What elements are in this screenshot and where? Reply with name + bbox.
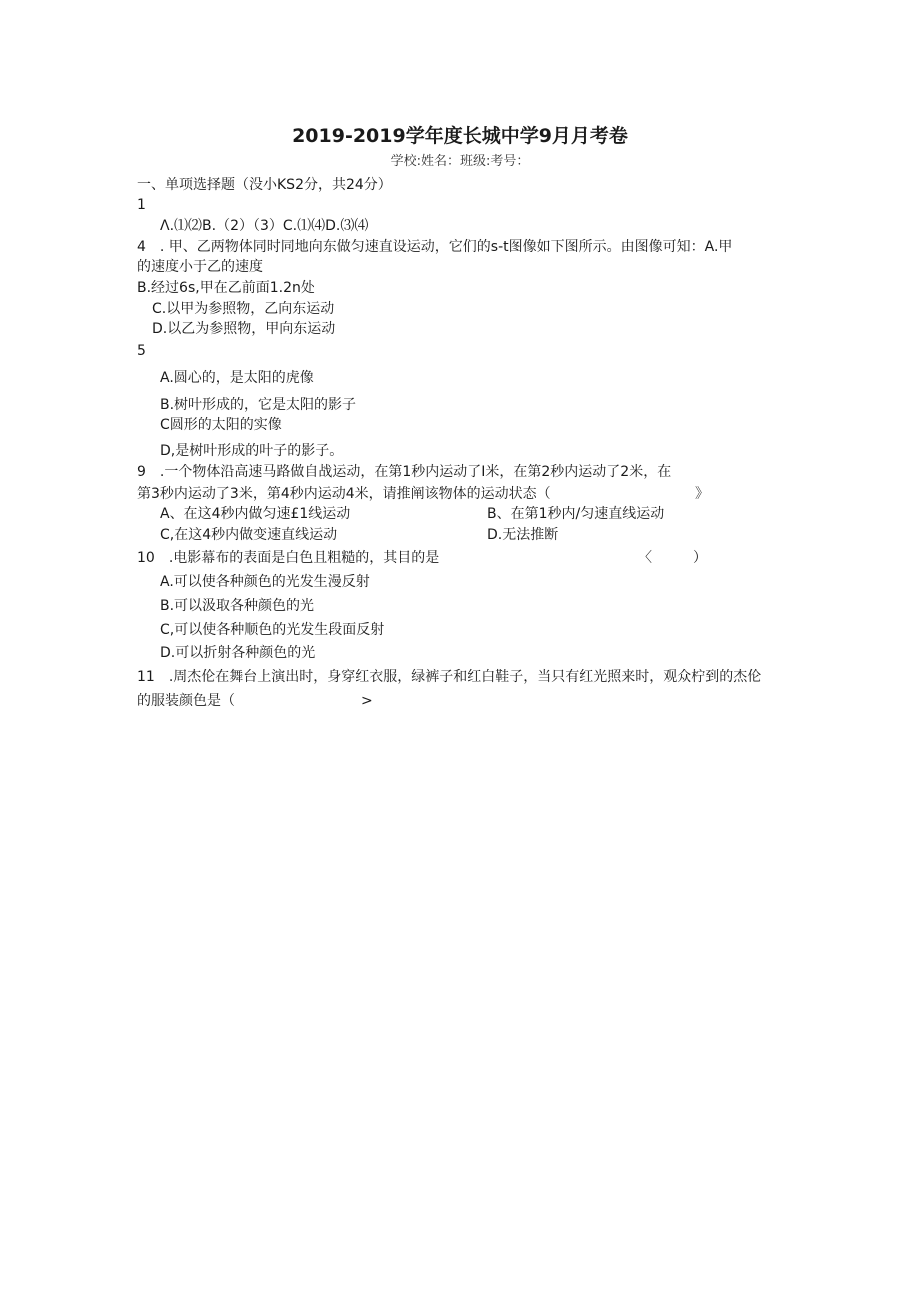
exam-title: 2019-2019学年度长城中学9月月考卷 — [292, 125, 628, 147]
q4-stem: 4 . 甲、乙两物体同时同地向东做匀速直设运动，它们的s-t图像如下图所示。由图像可知：A.甲 — [137, 239, 733, 255]
q10-option-d: D.可以折射各种颜色的光 — [160, 645, 316, 661]
q4-option-b: B.经过6s,甲在乙前面1.2n处 — [137, 280, 315, 296]
q4-stem-cont: 的速度小于乙的速度 — [137, 259, 263, 275]
q5-option-a: A.圆心的，是太阳的虎像 — [160, 370, 314, 386]
q9-answer-paren-close: 》 — [695, 486, 709, 502]
q11-stem: 11 .周杰伦在舞台上演出时，身穿红衣服，绿裤子和红白鞋子，当只有红光照来时，观众柠到的杰伦 — [137, 669, 762, 685]
q10-answer-paren-open: 〈 — [638, 550, 652, 566]
q11-stem-cont: 的服装颜色是（ — [137, 693, 235, 709]
q1-number: 1 — [137, 197, 146, 213]
student-info-line: 学校:姓名：班级:考号： — [390, 154, 530, 169]
q10-option-c: C,可以使各种顺色的光发生段面反射 — [160, 622, 385, 638]
q9-option-d: D.无法推断 — [487, 527, 559, 543]
q1-options: Λ.⑴⑵B.（2）（3）C.⑴⑷D.⑶⑷ — [160, 218, 369, 234]
q5-option-d: D,是树叶形成的叶子的影子。 — [160, 443, 344, 459]
q9-stem-cont: 第3秒内运动了3米，第4秒内运动4米，请推阐该物体的运动状态（ — [137, 486, 551, 502]
q9-stem: 9 .一个物体沿高速马路做自战运动，在第1秒内运动了I米，在第2秒内运动了2米，在 — [137, 464, 672, 480]
q5-number: 5 — [137, 343, 146, 359]
q4-option-c: C.以甲为参照物，乙向东运动 — [152, 301, 335, 317]
q4-option-d: D.以乙为参照物，甲向东运动 — [152, 321, 336, 337]
q10-option-b: B.可以汲取各种颜色的光 — [160, 598, 315, 614]
q10-answer-paren-close: ） — [693, 550, 707, 566]
q9-option-b: B、在第1秒内/匀速直线运动 — [487, 506, 665, 522]
q5-option-b: B.树叶形成的，它是太阳的影子 — [160, 397, 357, 413]
section-heading: 一、单项选择题（没小KS2分，共24分） — [137, 177, 392, 193]
q9-option-c: C,在这4秒内做变速直线运动 — [160, 527, 338, 543]
q10-option-a: A.可以使各种颜色的光发生漫反射 — [160, 574, 370, 590]
q9-option-a: A、在这4秒内做匀速£1线运动 — [160, 506, 351, 522]
q5-option-c: C圆形的太阳的实像 — [160, 417, 282, 433]
q11-answer-paren-close: > — [361, 693, 373, 709]
q10-stem: 10 .电影幕布的表面是白色且粗糙的，其目的是 — [137, 550, 440, 566]
